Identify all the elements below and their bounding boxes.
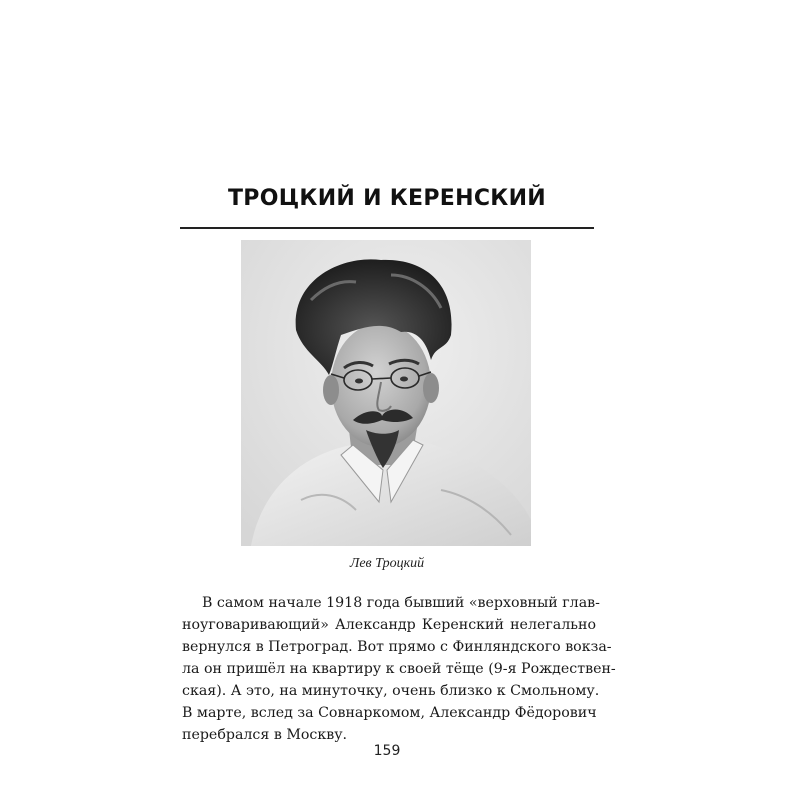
body-line: ская). А это, на минуточку, очень близко к Смольному. <box>182 683 600 699</box>
title-underline <box>180 227 594 229</box>
portrait-photo <box>241 240 531 546</box>
body-line: В самом начале 1918 года бывший «верховный глав- <box>202 595 600 611</box>
body-line: вернулся в Петроград. Вот прямо с Финляндского вокза- <box>182 639 612 655</box>
chapter-title: ТРОЦКИЙ И КЕРЕНСКИЙ <box>227 186 546 211</box>
body-line: перебрался в Москву. <box>182 727 348 743</box>
page-number: 159 <box>373 743 401 759</box>
body-line: ноуговаривающий» Александр Керенский нелегально <box>182 617 596 633</box>
body-line: ла он пришёл на квартиру к своей тёще (9-я Рождествен- <box>182 661 616 677</box>
body-line: В марте, вслед за Совнаркомом, Александр Фёдорович <box>182 705 597 721</box>
photo-caption: Лев Троцкий <box>349 556 425 571</box>
body-paragraph <box>182 592 616 746</box>
